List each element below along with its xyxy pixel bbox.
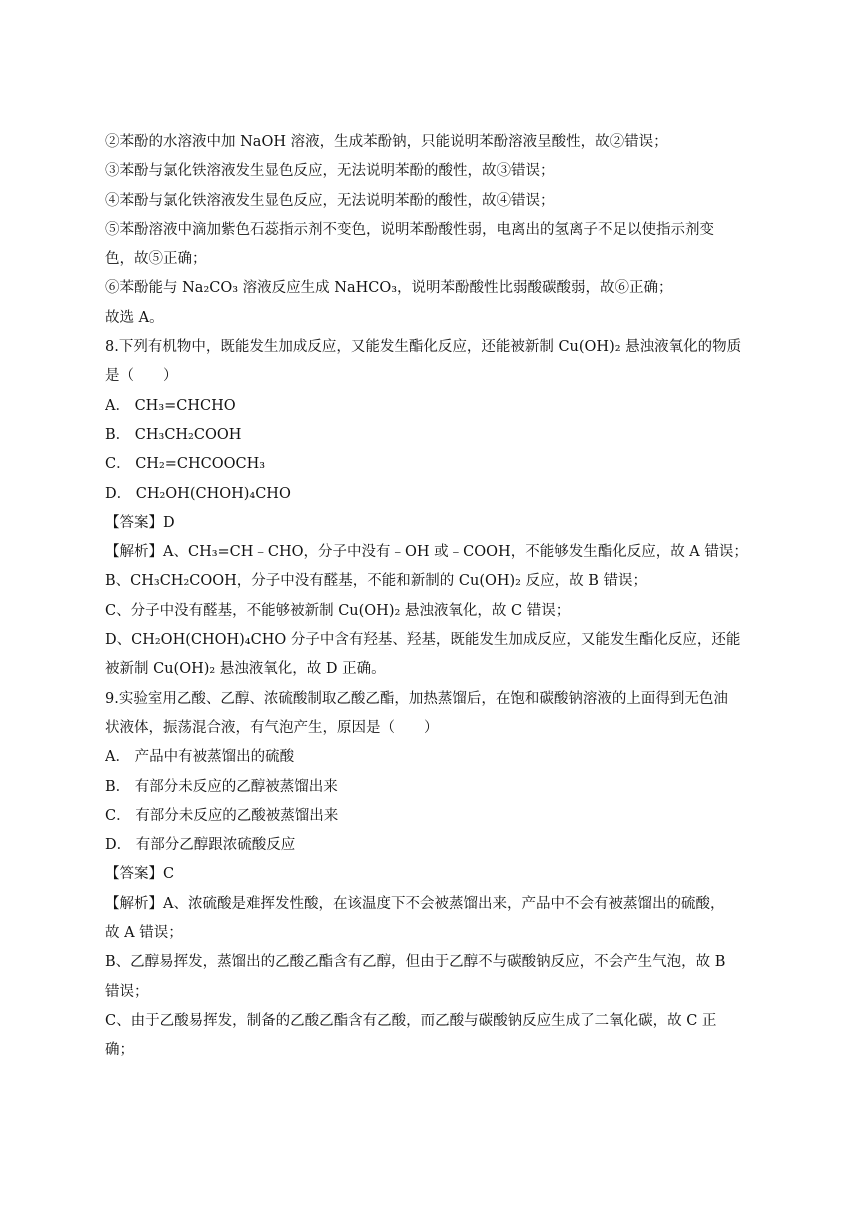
question-8-stem: 8.下列有机物中，既能发生加成反应，又能发生酯化反应，还能被新制 Cu(OH)₂ 悬浊液氧化的物质 [105,339,742,356]
question-9-stem-cont: 状液体，振荡混合液，有气泡产生，原因是（ ） [105,719,439,736]
question-9-stem: 9.实验室用乙酸、乙醇、浓硫酸制取乙酸乙酯，加热蒸馏后，在饱和碳酸钠溶液的上面得到无色油 [105,690,728,707]
question-8-explanation: 【解析】A、CH₃=CH﹣CHO，分子中没有﹣OH 或﹣COOH，不能够发生酯化反应，故 A 错误； [105,544,748,561]
question-8-option-b: B． CH₃CH₂COOH [105,426,242,443]
question-8-explanation: D、CH₂OH(CHOH)₄CHO 分子中含有羟基、羟基，既能发生加成反应，又能发生酯化反应，还能 [105,632,741,649]
text-line: 故选 A。 [105,309,164,326]
text-line: ④苯酚与氯化铁溶液发生显色反应，无法说明苯酚的酸性，故④错误； [105,192,555,209]
question-9-explanation: 确； [105,1042,134,1059]
question-8-explanation: B、CH₃CH₂COOH，分子中没有醛基，不能和新制的 Cu(OH)₂ 反应，故 B 错误； [105,573,647,590]
question-9-explanation: 错误； [105,983,149,1000]
text-line: ⑤苯酚溶液中滴加紫色石蕊指示剂不变色，说明苯酚酸性弱，电离出的氢离子不足以使指示剂变 [105,221,714,238]
question-9-explanation: 【解析】A、浓硫酸是难挥发性酸，在该温度下不会被蒸馏出来，产品中不会有被蒸馏出的硫酸， [105,895,725,912]
question-8-stem-cont: 是（ ） [105,368,178,385]
question-9-option-d: D． 有部分乙醇跟浓硫酸反应 [105,837,296,854]
question-9-explanation: C、由于乙酸易挥发，制备的乙酸乙酯含有乙酸，而乙酸与碳酸钠反应生成了二氧化碳，故 C 正 [105,1012,717,1029]
question-9-explanation: 故 A 错误； [105,925,183,942]
question-8-option-d: D． CH₂OH(CHOH)₄CHO [105,485,291,502]
question-8-option-c: C． CH₂=CHCOOCH₃ [105,456,266,473]
text-line: ⑥苯酚能与 Na₂CO₃ 溶液反应生成 NaHCO₃，说明苯酚酸性比弱酸碳酸弱，故⑥正确； [105,280,673,297]
question-9-option-b: B． 有部分未反应的乙醇被蒸馏出来 [105,778,338,795]
question-8-option-a: A． CH₃=CHCHO [105,397,236,414]
question-8-explanation: 被新制 Cu(OH)₂ 悬浊液氧化，故 D 正确。 [105,661,386,678]
question-9-explanation: B、乙醇易挥发，蒸馏出的乙酸乙酯含有乙醇，但由于乙醇不与碳酸钠反应，不会产生气泡，故 B [105,954,726,971]
document-page [105,128,760,1066]
text-line: 色，故⑤正确； [105,251,207,268]
question-9-option-a: A． 产品中有被蒸馏出的硫酸 [105,749,295,766]
question-9-answer: 【答案】C [105,866,175,883]
text-line: ③苯酚与氯化铁溶液发生显色反应，无法说明苯酚的酸性，故③错误； [105,163,555,180]
question-8-answer: 【答案】D [105,514,175,531]
text-line: ②苯酚的水溶液中加 NaOH 溶液，生成苯酚钠，只能说明苯酚溶液呈酸性，故②错误； [105,134,668,150]
question-8-explanation: C、分子中没有醛基，不能够被新制 Cu(OH)₂ 悬浊液氧化，故 C 错误； [105,602,571,619]
question-9-option-c: C． 有部分未反应的乙酸被蒸馏出来 [105,807,339,824]
